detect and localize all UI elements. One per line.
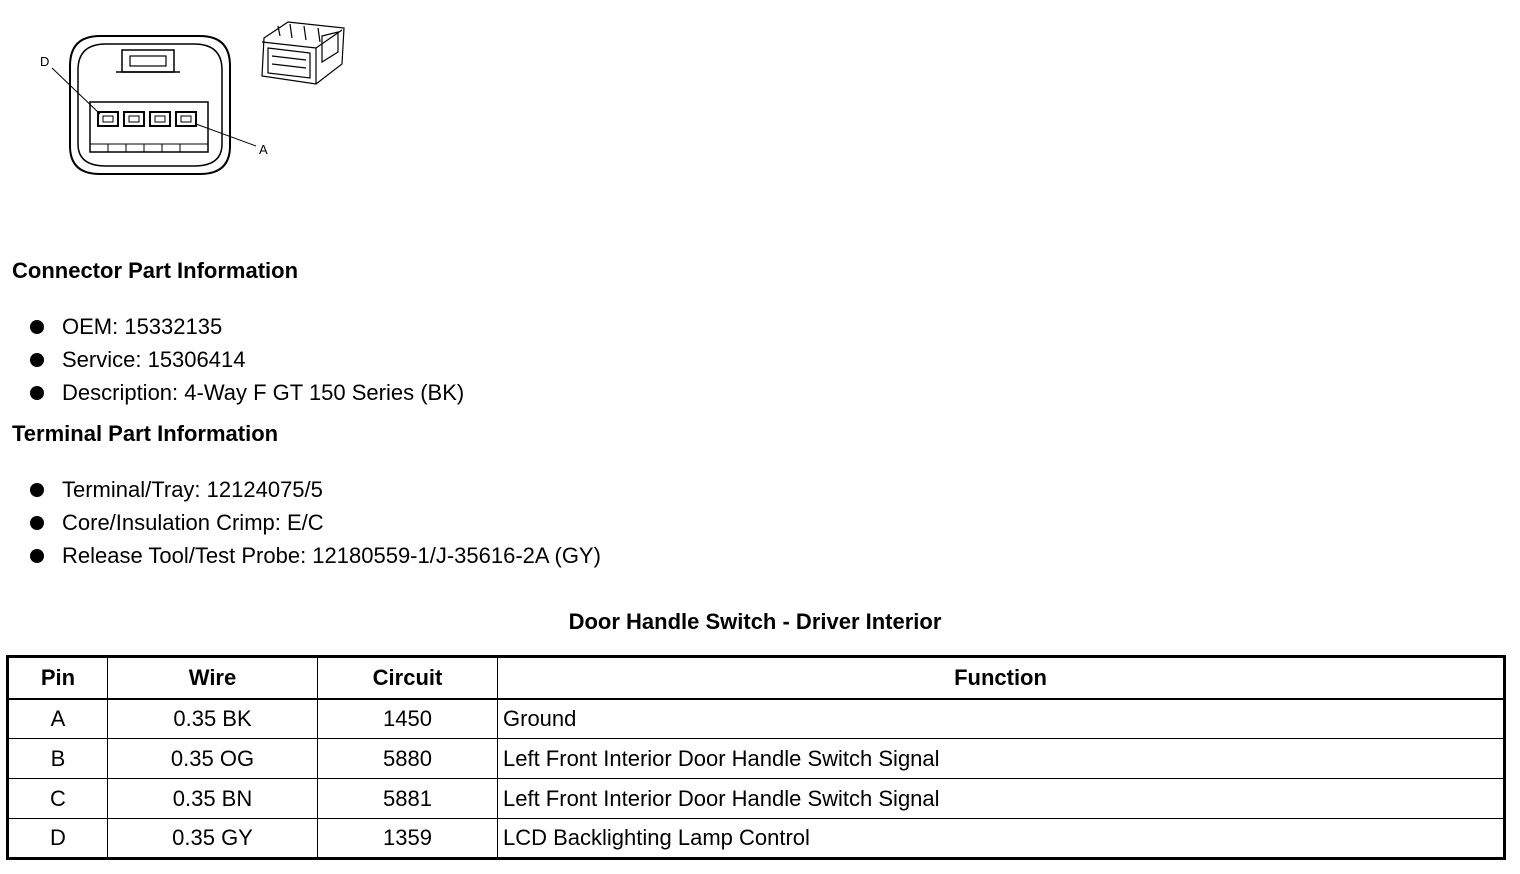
callout-d-line [52,68,100,114]
list-item: Release Tool/Test Probe: 12180559-1/J-35616-2A (GY) [30,539,601,572]
function-cell: Left Front Interior Door Handle Switch Signal [498,739,1505,779]
function-cell: Left Front Interior Door Handle Switch Signal [498,779,1505,819]
circuit-cell: 1359 [318,819,498,859]
wire-cell: 0.35 BK [108,699,318,739]
pin-cell: B [8,739,108,779]
circuit-cell: 5881 [318,779,498,819]
list-item: Core/Insulation Crimp: E/C [30,506,601,539]
pinout-table [6,655,1506,860]
callout-a-line [196,124,256,146]
bullet-icon [30,386,44,400]
connector-face-diagram [30,6,360,186]
pin-d-label: D [40,54,50,69]
table-row [8,819,1505,859]
circuit-cell: 5880 [318,739,498,779]
connector-part-list [30,310,464,409]
table-row [8,739,1505,779]
table-row [8,779,1505,819]
bullet-icon [30,516,44,530]
list-item: Service: 15306414 [30,343,464,376]
list-item: OEM: 15332135 [30,310,464,343]
pin-cell: D [8,819,108,859]
pin-cell: A [8,699,108,739]
wire-cell: 0.35 OG [108,739,318,779]
function-cell: Ground [498,699,1505,739]
pin-a-label: A [259,142,268,157]
bullet-icon [30,320,44,334]
wire-cell: 0.35 BN [108,779,318,819]
terminal-cavities [98,112,196,126]
table-row [8,699,1505,739]
column-header-pin: Pin [8,657,108,699]
column-header-wire: Wire [108,657,318,699]
function-cell: LCD Backlighting Lamp Control [498,819,1505,859]
terminal-part-list [30,473,601,572]
wire-cell: 0.35 GY [108,819,318,859]
table-header-row [8,657,1505,699]
connector-housing-outline [70,36,230,174]
column-header-circuit: Circuit [318,657,498,699]
connector-isometric-view [262,22,344,84]
pin-cell: C [8,779,108,819]
bullet-icon [30,549,44,563]
column-header-function: Function [498,657,1505,699]
list-item: Terminal/Tray: 12124075/5 [30,473,601,506]
bullet-icon [30,483,44,497]
terminal-part-heading: Terminal Part Information [12,421,279,446]
circuit-cell: 1450 [318,699,498,739]
connector-part-heading: Connector Part Information [12,258,299,283]
bullet-icon [30,353,44,367]
list-item: Description: 4-Way F GT 150 Series (BK) [30,376,464,409]
table-title: Door Handle Switch - Driver Interior [568,609,942,634]
